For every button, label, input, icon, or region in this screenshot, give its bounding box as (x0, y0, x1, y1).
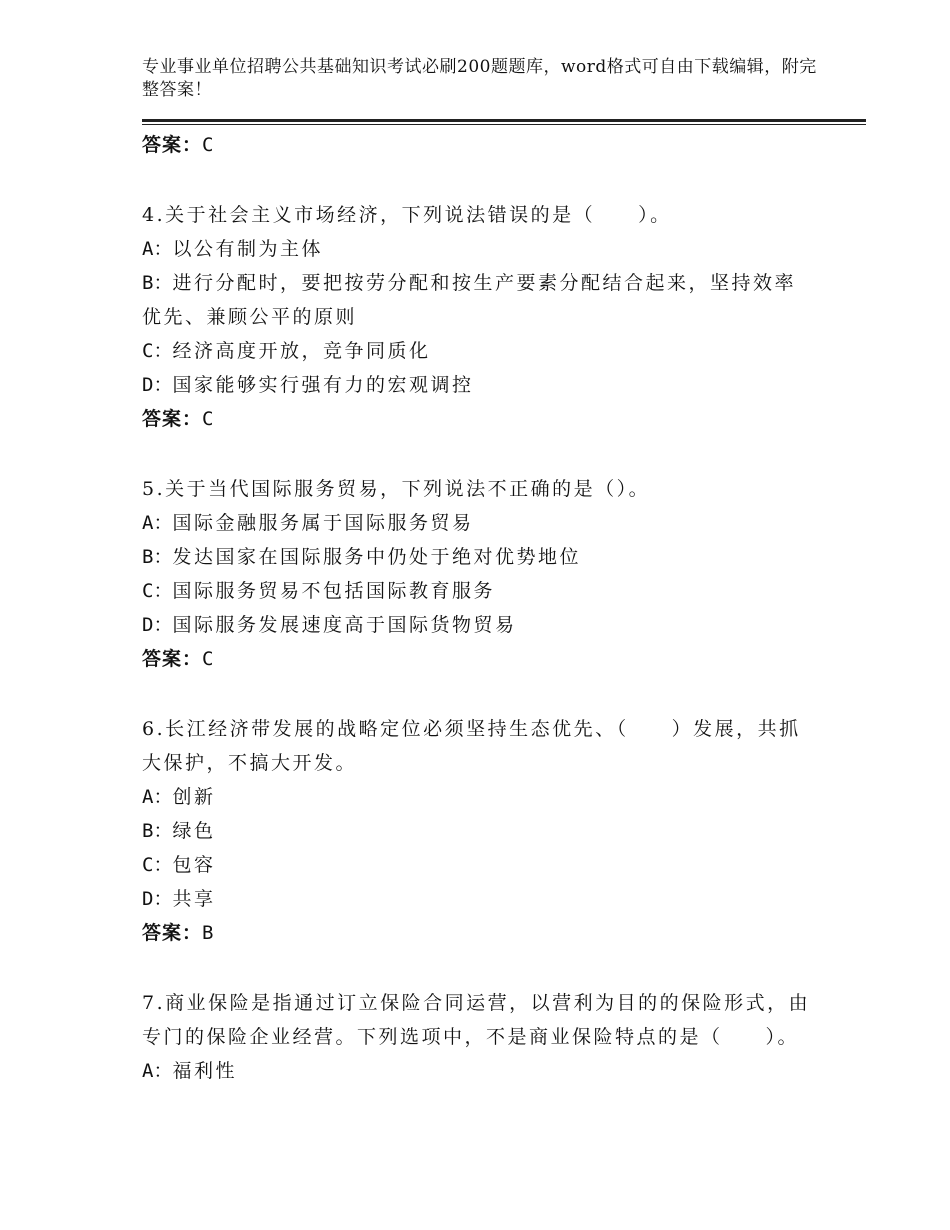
option-d (142, 608, 812, 642)
question-text: 5.关于当代国际服务贸易，下列说法不正确的是（）。 (142, 478, 651, 500)
option-d (142, 368, 812, 402)
option-letter: C： (142, 580, 173, 602)
option-b (142, 540, 812, 574)
option-letter: D： (142, 374, 173, 396)
option-c (142, 574, 812, 608)
header-rule-thin (142, 124, 866, 125)
option-letter: C： (142, 854, 173, 876)
option-a (142, 780, 812, 814)
option-a (142, 1054, 812, 1088)
option-text: 国际金融服务属于国际服务贸易 (172, 512, 474, 534)
option-c (142, 334, 812, 368)
answer-value: C (202, 408, 215, 430)
option-text: 发达国家在国际服务中仍处于绝对优势地位 (172, 546, 581, 568)
header-rule (142, 119, 866, 122)
option-d (142, 882, 812, 916)
option-text: 共享 (172, 888, 216, 910)
option-text: 国际服务贸易不包括国际教育服务 (172, 580, 495, 602)
answer (142, 402, 812, 436)
option-letter: B： (142, 820, 173, 842)
option-letter: C： (142, 340, 173, 362)
answer-label: 答案： (142, 408, 203, 430)
option-letter: D： (142, 614, 173, 636)
answer-label: 答案： (142, 922, 203, 944)
answer-label: 答案： (142, 134, 203, 156)
document-header: 专业事业单位招聘公共基础知识考试必刷200题题库，word格式可自由下载编辑，附完整答案！ (142, 57, 817, 100)
option-text: 包容 (172, 854, 216, 876)
option-text: 福利性 (172, 1060, 237, 1082)
option-letter: B： (142, 272, 173, 294)
previous-answer (142, 128, 812, 162)
answer (142, 642, 812, 676)
option-c (142, 848, 812, 882)
answer-value: C (202, 134, 215, 156)
question-4 (142, 198, 812, 436)
option-text: 进行分配时，要把按劳分配和按生产要素分配结合起来，坚持效率优先、兼顾公平的原则 (142, 272, 796, 328)
option-a (142, 506, 812, 540)
option-text: 以公有制为主体 (172, 238, 323, 260)
question-list (142, 128, 812, 1088)
question-6 (142, 712, 812, 950)
option-b (142, 266, 812, 334)
option-letter: B： (142, 546, 173, 568)
option-a (142, 232, 812, 266)
option-text: 国家能够实行强有力的宏观调控 (172, 374, 474, 396)
option-text: 创新 (172, 786, 216, 808)
question-text: 4.关于社会主义市场经济，下列说法错误的是（ ）。 (142, 204, 672, 226)
option-letter: A： (142, 1060, 173, 1082)
option-letter: D： (142, 888, 173, 910)
question-text: 6.长江经济带发展的战略定位必须坚持生态优先、（ ）发展，共抓大保护，不搞大开发。 (142, 718, 801, 774)
option-text: 绿色 (172, 820, 216, 842)
answer-value: B (202, 922, 215, 944)
option-b (142, 814, 812, 848)
answer-label: 答案： (142, 648, 203, 670)
question-text: 7.商业保险是指通过订立保险合同运营，以营利为目的的保险形式，由专门的保险企业经营。下列选项中，不是商业保险特点的是（ ）。 (142, 992, 811, 1048)
answer-value: C (202, 648, 215, 670)
option-letter: A： (142, 786, 173, 808)
answer (142, 916, 812, 950)
option-text: 经济高度开放，竞争同质化 (172, 340, 431, 362)
option-letter: A： (142, 238, 173, 260)
option-text: 国际服务发展速度高于国际货物贸易 (172, 614, 517, 636)
question-5 (142, 472, 812, 676)
question-7 (142, 986, 812, 1088)
option-letter: A： (142, 512, 173, 534)
